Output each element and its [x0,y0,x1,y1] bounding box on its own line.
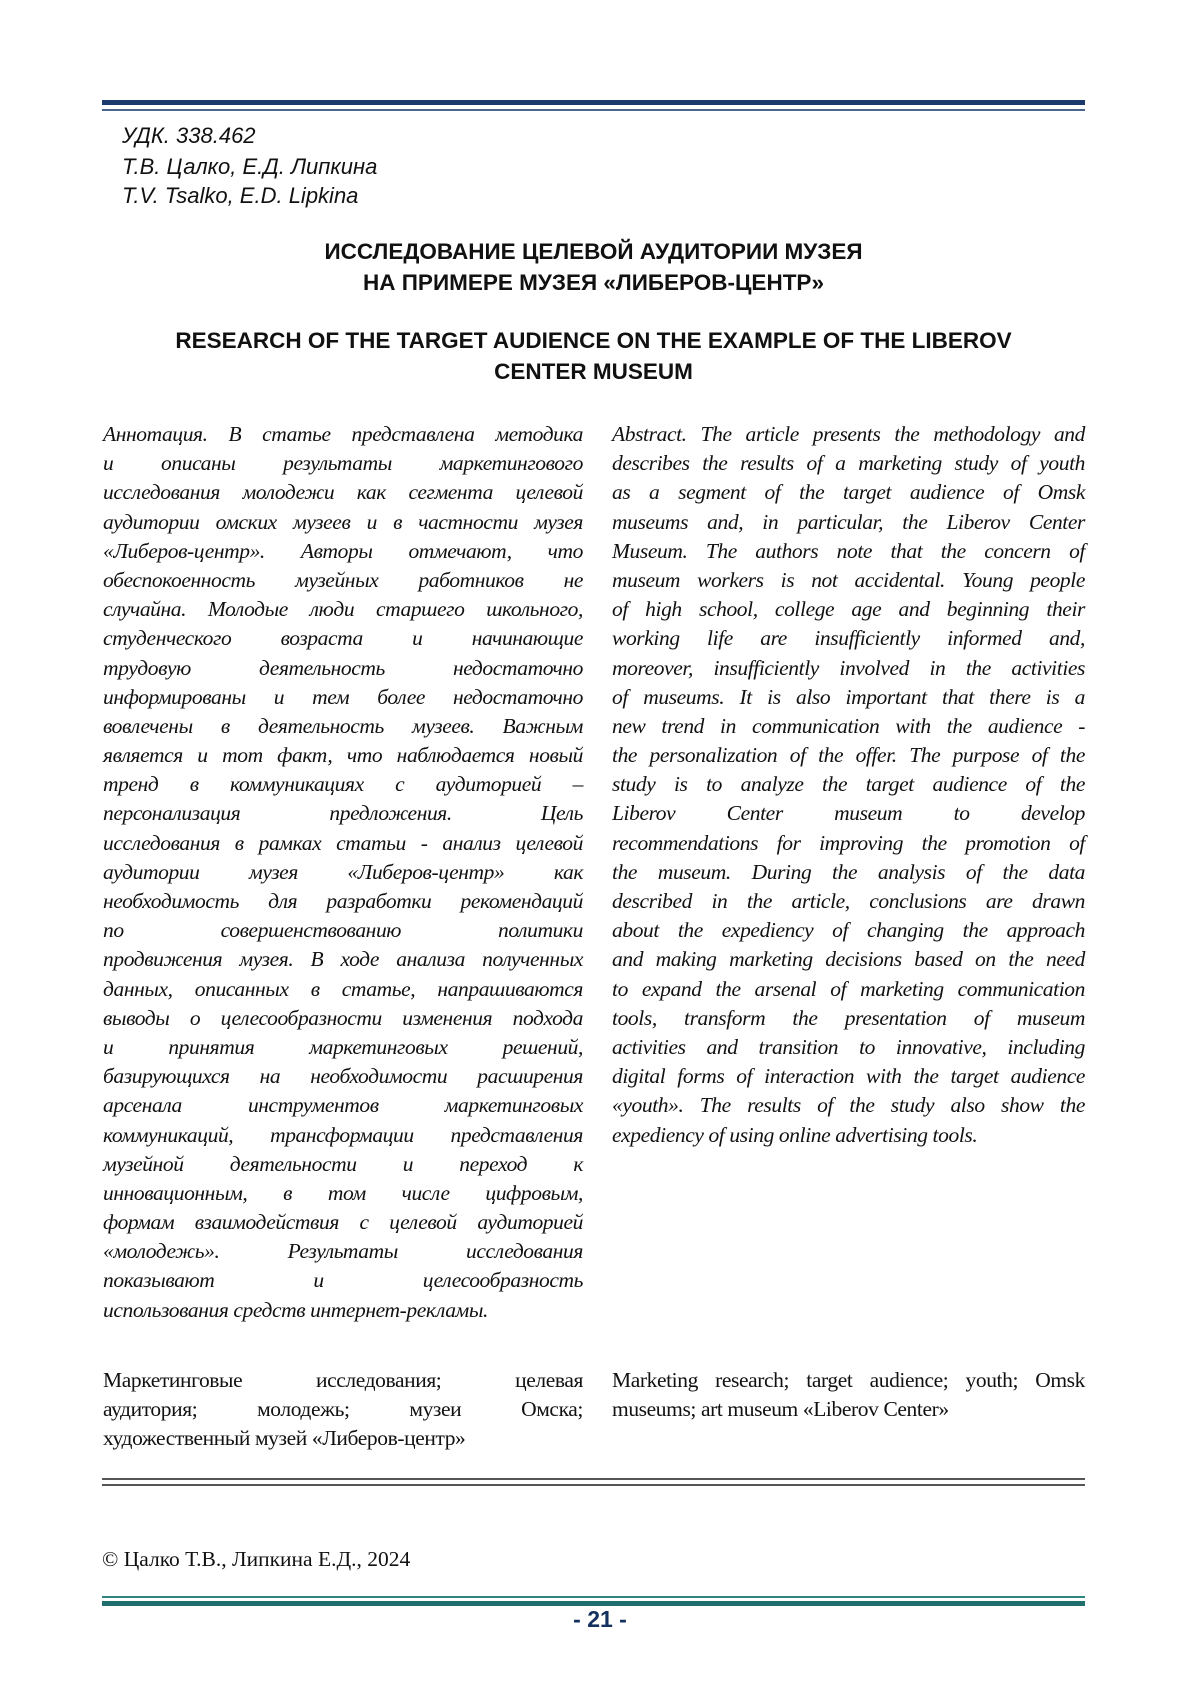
copyright: © Цалко Т.В., Липкина Е.Д., 2024 [102,1547,410,1572]
abstract-en-line: tools, transform the presentation of museum [612,1004,1085,1033]
abstract-ru-line: коммуникаций, трансформации представления [103,1121,583,1150]
abstract-ru-line: аудитории омских музеев и в частности музея [103,508,583,537]
abstract-ru-line: музейной деятельности и переход к [103,1150,583,1179]
keywords-ru [103,1366,583,1454]
title-ru-line: НА ПРИМЕРЕ МУЗЕЯ «ЛИБЕРОВ-ЦЕНТР» [102,268,1085,299]
abstract-en-line: Museum. The authors note that the concern of [612,537,1085,566]
abstract-ru-line: и описаны результаты маркетингового [103,449,583,478]
keywords-ru-line: Маркетинговые исследования; целевая [103,1366,583,1395]
abstract-en-line: the personalization of the offer. The purpose of the [612,741,1085,770]
abstract-ru-line: выводы о целесообразности изменения подхода [103,1004,583,1033]
keywords-en-line: Marketing research; target audience; youth; Omsk [612,1366,1085,1395]
abstract-en-line: study is to analyze the target audience of the [612,770,1085,799]
abstract-en-line: to expand the arsenal of marketing communication [612,975,1085,1004]
abstract-ru-line: и принятия маркетинговых решений, [103,1033,583,1062]
abstract-en-line: describes the results of a marketing study of youth [612,449,1085,478]
abstract-ru-line: данных, описанных в статье, напрашиваются [103,975,583,1004]
abstract-en-line: new trend in communication with the audience - [612,712,1085,741]
header-rule-thin [102,109,1085,111]
authors-ru: Т.В. Цалко, Е.Д. Липкина [122,152,377,181]
abstract-en-line: moreover, insufficiently involved in the activities [612,654,1085,683]
abstract-ru-line: использования средств интернет-рекламы. [103,1296,583,1325]
abstract-en-line: the museum. During the analysis of the data [612,858,1085,887]
abstract-ru-line: является и тот факт, что наблюдается новый [103,741,583,770]
page-number: - 21 - [0,1606,1200,1633]
abstract-ru-line: исследования молодежи как сегмента целевой [103,478,583,507]
abstract-en-line: Abstract. The article presents the methodology and [612,420,1085,449]
abstract-en-line: Liberov Center museum to develop [612,799,1085,828]
abstract-ru [103,420,583,1325]
abstract-en-line: working life are insufficiently informed and, [612,624,1085,653]
abstract-en-line: of high school, college age and beginning their [612,595,1085,624]
keywords-ru-line: аудитория; молодежь; музеи Омска; [103,1395,583,1424]
abstract-ru-line: «Либеров-центр». Авторы отмечают, что [103,537,583,566]
udc-code: УДК. 338.462 [122,121,256,150]
abstract-ru-line: вовлечены в деятельность музеев. Важным [103,712,583,741]
abstract-ru-line: информированы и тем более недостаточно [103,683,583,712]
abstract-en-line: of museums. It is also important that there is a [612,683,1085,712]
abstract-ru-line: аудитории музея «Либеров-центр» как [103,858,583,887]
title-ru [102,237,1085,298]
abstract-en-line: «youth». The results of the study also show the [612,1091,1085,1120]
abstract-ru-line: по совершенствованию политики [103,916,583,945]
abstract-en [612,420,1085,1150]
abstract-ru-line: продвижения музея. В ходе анализа полученных [103,945,583,974]
abstract-en-line: museums and, in particular, the Liberov Center [612,508,1085,537]
separator-rule-top [102,1478,1085,1480]
keywords-en [612,1366,1085,1424]
abstract-en-line: as a segment of the target audience of Omsk [612,478,1085,507]
title-en-line: RESEARCH OF THE TARGET AUDIENCE ON THE EXAMPLE OF THE LIBEROV [102,326,1085,357]
separator-rule-bottom [102,1484,1085,1486]
abstract-ru-line: тренд в коммуникациях с аудиторией – [103,770,583,799]
abstract-ru-line: обеспокоенность музейных работников не [103,566,583,595]
abstract-en-line: digital forms of interaction with the target audience [612,1062,1085,1091]
abstract-en-line: museum workers is not accidental. Young people [612,566,1085,595]
abstract-ru-line: трудовую деятельность недостаточно [103,654,583,683]
authors-en: T.V. Tsalko, E.D. Lipkina [122,181,358,210]
abstract-en-line: expediency of using online advertising tools. [612,1121,1085,1150]
title-en [102,326,1085,387]
abstract-ru-line: «молодежь». Результаты исследования [103,1237,583,1266]
journal-page [0,0,1200,1697]
abstract-ru-line: инновационным, в том числе цифровым, [103,1179,583,1208]
abstract-ru-line: исследования в рамках статьи - анализ целевой [103,829,583,858]
footer-rule-thin [102,1596,1085,1598]
abstract-en-line: and making marketing decisions based on the need [612,945,1085,974]
keywords-en-line: museums; art museum «Liberov Center» [612,1395,1085,1424]
abstract-en-line: described in the article, conclusions are drawn [612,887,1085,916]
abstract-ru-line: арсенала инструментов маркетинговых [103,1091,583,1120]
abstract-ru-line: персонализация предложения. Цель [103,799,583,828]
abstract-ru-line: показывают и целесообразность [103,1266,583,1295]
keywords-ru-line: художественный музей «Либеров-центр» [103,1424,583,1453]
abstract-ru-line: студенческого возраста и начинающие [103,624,583,653]
abstract-ru-line: формам взаимодействия с целевой аудиторией [103,1208,583,1237]
abstract-ru-line: Аннотация. В статье представлена методика [103,420,583,449]
title-en-line: CENTER MUSEUM [102,357,1085,388]
abstract-ru-line: случайна. Молодые люди старшего школьного, [103,595,583,624]
title-ru-line: ИССЛЕДОВАНИЕ ЦЕЛЕВОЙ АУДИТОРИИ МУЗЕЯ [102,237,1085,268]
header-rule-thick [102,100,1085,105]
abstract-en-line: about the expediency of changing the approach [612,916,1085,945]
abstract-en-line: activities and transition to innovative, including [612,1033,1085,1062]
abstract-ru-line: базирующихся на необходимости расширения [103,1062,583,1091]
abstract-en-line: recommendations for improving the promotion of [612,829,1085,858]
abstract-ru-line: необходимость для разработки рекомендаций [103,887,583,916]
